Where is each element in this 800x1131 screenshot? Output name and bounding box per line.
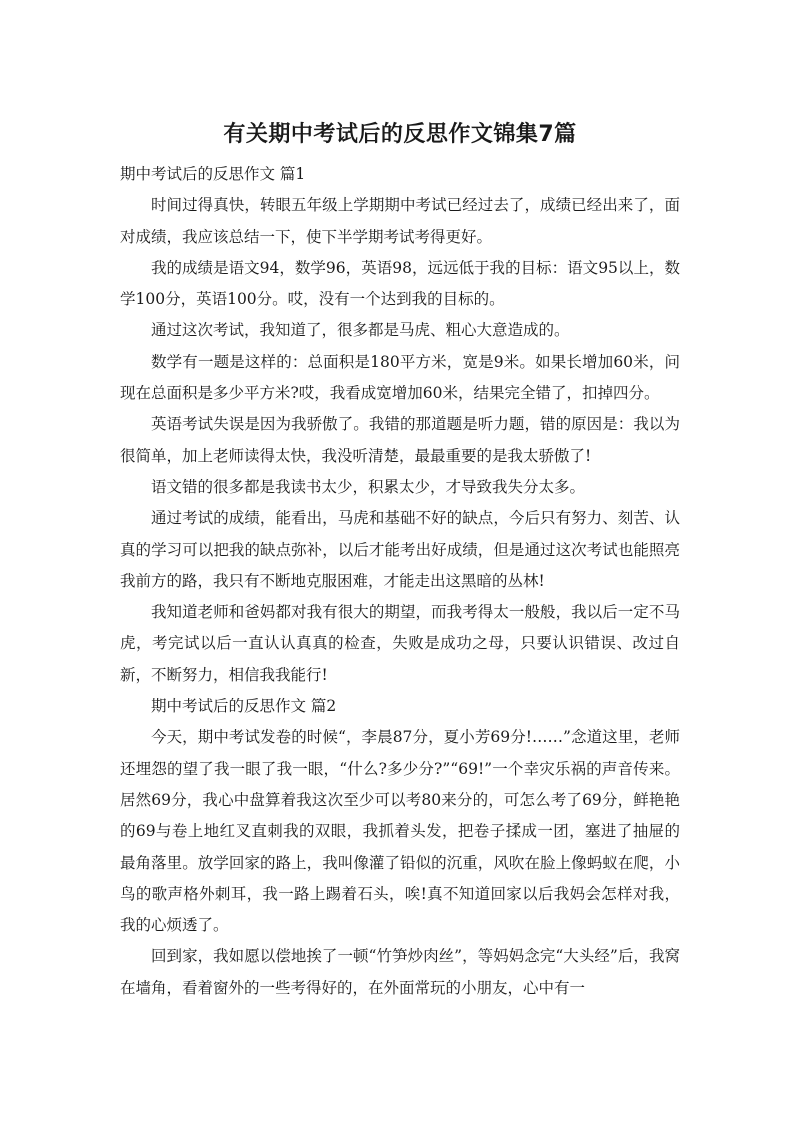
paragraph: 时间过得真快，转眼五年级上学期期中考试已经过去了，成绩已经出来了，面对成绩，我应该总结一下，使下半学期考试考得更好。 [120, 196, 680, 246]
document-body [120, 159, 680, 1004]
section-heading: 期中考试后的反思作文 篇1 [120, 165, 306, 183]
paragraph: 今天，期中考试发卷的时候“，李晨87分，夏小芳69分!……”念道这里，老师还埋怨的望了我一眼了我一眼，“什么?多少分?”“69!”一个幸灾乐祸的声音传来。居然69分，我心中盘算着我这次至少可以考80来分的，可怎么考了69分，鲜艳艳的69与卷上地红叉直刺我的双眼，我抓着头发，把卷子揉成一团，塞进了抽屉的最角落里。放学回家的路上，我叫像灌了铅似的沉重，风吹在脸上像蚂蚁在爬，小鸟的歌声格外刺耳，我一路上踢着石头，唉!真不知道回家以后我妈会怎样对我，我的心烦透了。 [120, 728, 680, 935]
paragraph: 我知道老师和爸妈都对我有很大的期望，而我考得太一般般，我以后一定不马虎，考完试以后一直认认真真的检查，失败是成功之母，只要认识错误、改过自新，不断努力，相信我我能行! [120, 603, 680, 684]
paragraph: 我的成绩是语文94，数学96，英语98，远远低于我的目标：语文95以上，数学100分，英语100分。哎，没有一个达到我的目标的。 [120, 258, 680, 309]
paragraph: 回到家，我如愿以偿地挨了一顿“竹笋炒肉丝”，等妈妈念完“大头经”后，我窝在墙角，看着窗外的一些考得好的，在外面常玩的小朋友，心中有一 [120, 947, 680, 997]
paragraph: 通过考试的成绩，能看出，马虎和基础不好的缺点，今后只有努力、刻苦、认真的学习可以把我的缺点弥补，以后才能考出好成绩，但是通过这次考试也能照亮我前方的路，我只有不断地克服困难，才能走出这黑暗的丛林! [120, 509, 680, 590]
paragraph: 英语考试失误是因为我骄傲了。我错的那道题是听力题，错的原因是：我以为很简单，加上老师读得太快，我没听清楚，最最重要的是我太骄傲了! [120, 415, 680, 465]
paragraph: 语文错的很多都是我读书太少，积累太少，才导致我失分太多。 [151, 477, 586, 496]
paragraph: 通过这次考试，我知道了，很多都是马虎、粗心大意造成的。 [151, 321, 570, 340]
document-title: 有关期中考试后的反思作文锦集7篇 [223, 122, 577, 147]
paragraph: 数学有一题是这样的：总面积是180平方米，宽是9米。如果长增加60米，问现在总面积是多少平方米?哎，我看成宽增加60米，结果完全错了，扣掉四分。 [120, 352, 680, 403]
paragraph: 期中考试后的反思作文 篇2 [151, 697, 337, 716]
